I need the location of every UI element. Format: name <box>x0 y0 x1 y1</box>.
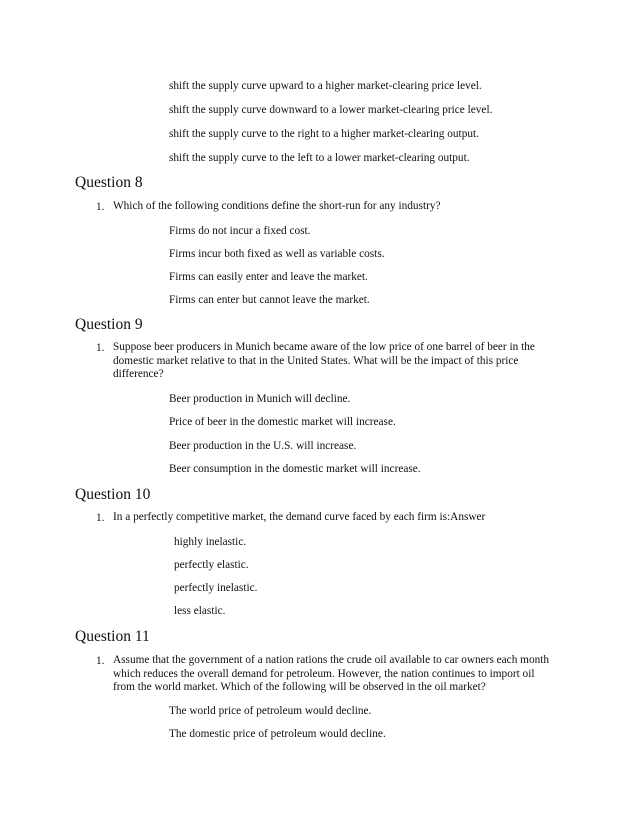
answer-option[interactable]: shift the supply curve to the left to a lower market-clearing output. <box>169 152 470 164</box>
question-text: Assume that the government of a nation rations the crude oil available to car owners each month which reduces the overall demand for petroleum. However, the nation continues to import oil from the world market. Which of the following will be observed in the oil market? <box>113 654 550 694</box>
question-number: 1. <box>96 342 105 354</box>
question-number: 1. <box>96 512 105 524</box>
answer-option[interactable]: Firms can easily enter and leave the market. <box>169 271 368 283</box>
answer-option[interactable]: Firms do not incur a fixed cost. <box>169 225 311 237</box>
question-heading: Question 11 <box>75 628 150 645</box>
answer-option[interactable]: Price of beer in the domestic market will increase. <box>169 416 396 428</box>
answer-option[interactable]: Firms incur both fixed as well as variable costs. <box>169 248 385 260</box>
answer-option[interactable]: highly inelastic. <box>174 536 247 548</box>
question-heading: Question 10 <box>75 486 151 503</box>
answer-option[interactable]: Beer production in Munich will decline. <box>169 393 351 405</box>
question-number: 1. <box>96 201 105 213</box>
answer-option[interactable]: Beer production in the U.S. will increase. <box>169 440 357 452</box>
answer-option[interactable]: Beer consumption in the domestic market will increase. <box>169 463 421 475</box>
answer-option[interactable]: The world price of petroleum would decline. <box>169 705 372 717</box>
question-text: In a perfectly competitive market, the demand curve faced by each firm is:Answer <box>113 511 486 523</box>
question-text: Suppose beer producers in Munich became aware of the low price of one barrel of beer in the domestic market relative to that in the United States. What will be the impact of this price difference? <box>113 341 535 381</box>
question-text: Which of the following conditions define the short-run for any industry? <box>113 200 441 212</box>
question-heading: Question 9 <box>75 316 143 333</box>
answer-option[interactable]: shift the supply curve upward to a higher market-clearing price level. <box>169 80 482 92</box>
question-heading: Question 8 <box>75 174 143 191</box>
answer-option[interactable]: less elastic. <box>174 605 226 617</box>
answer-option[interactable]: Firms can enter but cannot leave the market. <box>169 294 370 306</box>
answer-option[interactable]: The domestic price of petroleum would decline. <box>169 728 386 740</box>
answer-option[interactable]: perfectly elastic. <box>174 559 249 571</box>
answer-option[interactable]: shift the supply curve downward to a lower market-clearing price level. <box>169 104 493 116</box>
question-number: 1. <box>96 655 105 667</box>
answer-option[interactable]: shift the supply curve to the right to a higher market-clearing output. <box>169 128 479 140</box>
answer-option[interactable]: perfectly inelastic. <box>174 582 258 594</box>
